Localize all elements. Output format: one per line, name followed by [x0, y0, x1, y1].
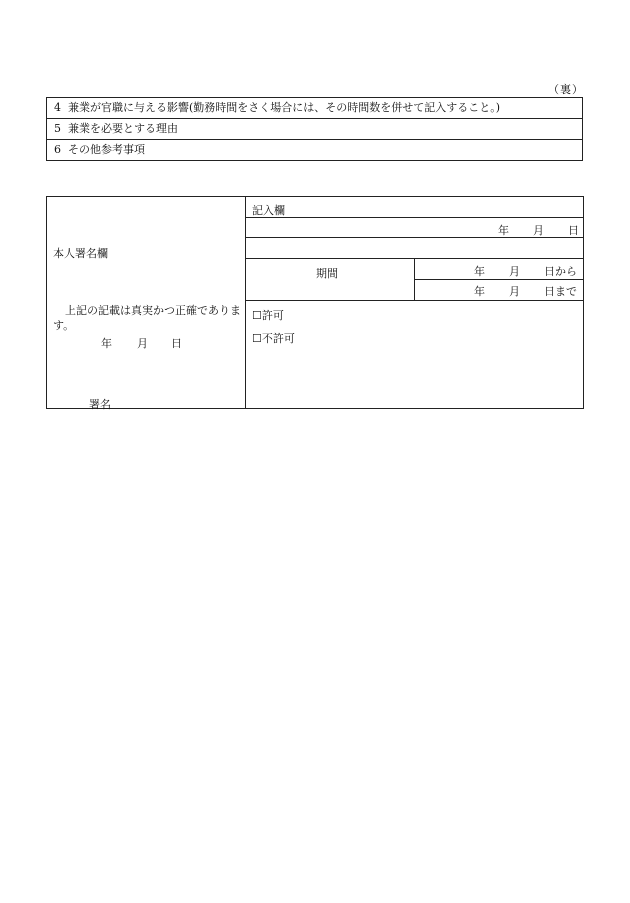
sign-label: 署名 [89, 398, 111, 411]
item-number: 4 [54, 101, 61, 114]
entry-title: 記入欄 [252, 204, 285, 217]
period-from-suffix: 日から [544, 265, 577, 278]
period-to-suffix: 日まで [544, 285, 577, 298]
signature-year: 年 [101, 337, 112, 350]
signature-day: 日 [171, 337, 182, 350]
item-text: その他参考事項 [68, 143, 145, 156]
item-text: 兼業を必要とする理由 [68, 122, 178, 135]
period-to-month: 月 [509, 285, 520, 298]
period-from-year: 年 [474, 265, 485, 278]
signature-month: 月 [137, 337, 148, 350]
item-row-4 [47, 98, 582, 119]
item-row-5 [47, 119, 582, 140]
divider [246, 217, 583, 218]
item-number: 6 [54, 143, 61, 156]
divider [246, 237, 583, 238]
entry-section [246, 197, 583, 408]
divider [414, 279, 583, 280]
declaration-text: 上記の記載は真実かつ正確であります。 [53, 304, 241, 332]
divider [246, 300, 583, 301]
deny-checkbox[interactable]: ☐不許可 [252, 332, 295, 345]
period-to-year: 年 [474, 285, 485, 298]
upper-items-table [46, 97, 583, 161]
item-row-6 [47, 140, 582, 160]
period-label: 期間 [316, 267, 338, 280]
signature-title: 本人署名欄 [53, 247, 108, 260]
item-number: 5 [54, 122, 61, 135]
signature-section [47, 197, 246, 411]
entry-date-year: 年 [498, 224, 509, 237]
signature-entry-table [46, 196, 584, 409]
permit-checkbox[interactable]: ☐許可 [252, 309, 284, 322]
period-from-month: 月 [509, 265, 520, 278]
entry-date-day: 日 [568, 224, 579, 237]
entry-date-month: 月 [533, 224, 544, 237]
page-side-label: （裏） [548, 83, 584, 96]
item-text: 兼業が官職に与える影響(勤務時間をさく場合には、その時間数を併せて記入すること。) [68, 101, 501, 114]
